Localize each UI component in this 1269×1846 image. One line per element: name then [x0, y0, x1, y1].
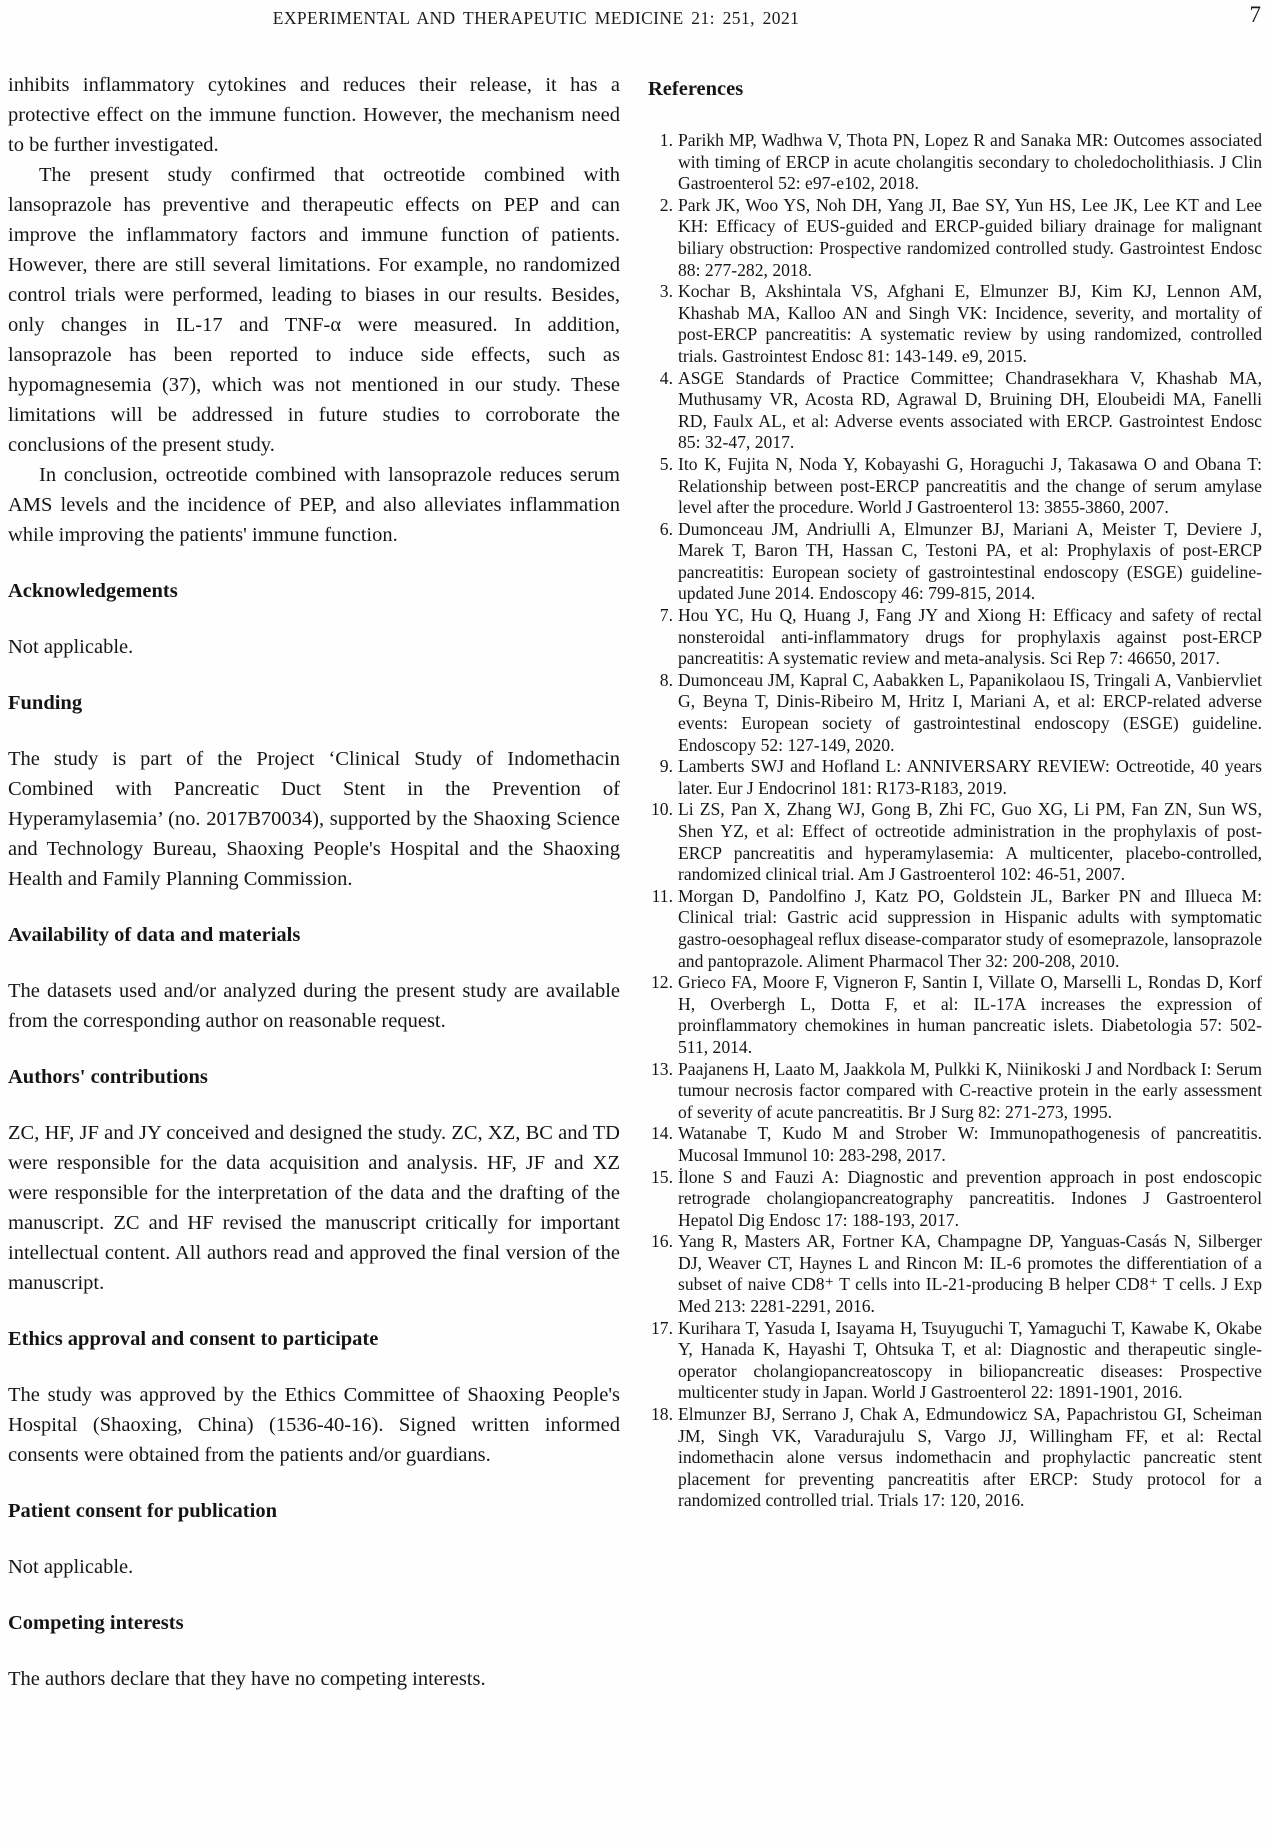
reference-number: 18.	[651, 1404, 673, 1425]
reference-item	[648, 368, 1262, 454]
reference-text: İlone S and Fauzi A: Diagnostic and prevention approach in post endoscopic retrograde cholangiopancreatography pancreatitis. Indones J Gastroenterol Hepatol Dig Endosc 17: 188-193, 2017.	[678, 1166, 1262, 1230]
reference-text: Elmunzer BJ, Serrano J, Chak A, Edmundowicz SA, Papachristou GI, Scheiman JM, Singh VK, Varadurajulu S, Vargo JJ, Willingham FF, et al: Rectal indomethacin alone versus indomethacin and prophylactic pancreatic stent placement for preventing pancreatitis after ERCP: Study protocol for a randomized controlled trial. Trials 17: 120, 2016.	[678, 1404, 1262, 1511]
reference-number: 9.	[659, 756, 673, 777]
reference-item	[648, 605, 1262, 670]
reference-item	[648, 670, 1262, 756]
section-heading-patient-consent: Patient consent for publication	[8, 1500, 277, 1522]
section-body: The datasets used and/or analyzed during the present study are available from the corresponding author on reasonable request.	[8, 980, 620, 1032]
reference-text: Park JK, Woo YS, Noh DH, Yang JI, Bae SY, Yun HS, Lee JK, Lee KT and Lee KH: Efficacy of EUS-guided and ERCP-guided biliary drainage for malignant biliary obstruction: Prospective randomized controlled study. Gastrointest Endosc 88: 277-282, 2018.	[678, 194, 1262, 280]
reference-text: Morgan D, Pandolfino J, Katz PO, Goldstein JL, Barker PN and Illueca M: Clinical trial: Gastric acid suppression in Hispanic adults with symptomatic gastro-oesophageal reflux disease-comparator study of esomeprazole, lansoprazole and pantoprazole. Aliment Pharmacol Ther 32: 200-208, 2010.	[678, 885, 1262, 971]
reference-text: Yang R, Masters AR, Fortner KA, Champagne DP, Yanguas-Casás N, Silberger DJ, Weaver CT, Haynes L and Rincon M: IL-6 promotes the differentiation of a subset of naive CD8⁺ T cells into IL-21-producing B helper CD8⁺ T cells. J Exp Med 213: 2281-2291, 2016.	[678, 1231, 1262, 1317]
reference-item	[648, 972, 1262, 1058]
reference-number: 6.	[659, 518, 673, 539]
reference-text: Paajanens H, Laato M, Jaakkola M, Pulkki K, Niinikoski J and Nordback I: Serum tumour necrosis factor compared with C-reactive protein in the early assessment of severity of acute pancreatitis. Br J Surg 82: 271-273, 1995.	[678, 1058, 1262, 1122]
reference-item	[648, 1318, 1262, 1404]
reference-item	[648, 1167, 1262, 1232]
reference-item	[648, 886, 1262, 972]
reference-number: 12.	[651, 972, 673, 993]
reference-text: Parikh MP, Wadhwa V, Thota PN, Lopez R and Sanaka MR: Outcomes associated with timing of ERCP in acute cholangitis secondary to choledocholithiasis. J Clin Gastroenterol 52: e97-e102, 2018.	[678, 130, 1262, 194]
reference-text: ASGE Standards of Practice Committee; Chandrasekhara V, Khashab MA, Muthusamy VR, Acosta RD, Agrawal D, Bruining DH, Eloubeidi MA, Fanelli RD, Faulx AL, et al: Adverse events associated with ERCP. Gastrointest Endosc 85: 32-47, 2017.	[678, 367, 1262, 453]
reference-text: Watanabe T, Kudo M and Strober W: Immunopathogenesis of pancreatitis. Mucosal Immunol 10: 283-298, 2017.	[678, 1123, 1262, 1165]
reference-number: 14.	[651, 1123, 673, 1144]
reference-number: 11.	[651, 885, 673, 906]
section-heading-ethics-approval: Ethics approval and consent to participate	[8, 1328, 379, 1350]
reference-number: 2.	[659, 194, 673, 215]
left-column	[8, 70, 620, 1694]
body-paragraph: inhibits inflammatory cytokines and reduces their release, it has a protective effect on the immune function. However, the mechanism need to be further investigated.	[8, 74, 620, 156]
journal-header: EXPERIMENTAL AND THERAPEUTIC MEDICINE 21: 251, 2021	[272, 8, 800, 28]
body-paragraph: The present study confirmed that octreotide combined with lansoprazole has preventive and therapeutic effects on PEP and can improve the inflammatory factors and immune function of patients. However, there are still several limitations. For example, no randomized control trials were performed, leading to biases in our results. Besides, only changes in IL-17 and TNF-α were measured. In addition, lansoprazole has been reported to induce side effects, such as hypomagnesemia (37), which was not mentioned in our study. These limitations will be addressed in future studies to corroborate the conclusions of the present study.	[8, 164, 620, 456]
section-body: The study is part of the Project ‘Clinical Study of Indomethacin Combined with Pancreatic Duct Stent in the Prevention of Hyperamylasemia’ (no. 2017B70034), supported by the Shaoxing Science and Technology Bureau, Shaoxing People's Hospital and the Shaoxing Health and Family Planning Commission.	[8, 748, 620, 890]
reference-item	[648, 195, 1262, 281]
reference-number: 8.	[659, 669, 673, 690]
section-heading-authors-contributions: Authors' contributions	[8, 1066, 208, 1088]
reference-item	[648, 1231, 1262, 1317]
reference-text: Hou YC, Hu Q, Huang J, Fang JY and Xiong H: Efficacy and safety of rectal nonsteroidal anti-inflammatory drugs for prophylaxis against post-ERCP pancreatitis: A systematic review and meta-analysis. Sci Rep 7: 46650, 2017.	[678, 605, 1262, 669]
reference-item	[648, 1404, 1262, 1512]
reference-item	[648, 756, 1262, 799]
reference-item	[648, 281, 1262, 367]
reference-item	[648, 1123, 1262, 1166]
section-body: The authors declare that they have no competing interests.	[8, 1668, 486, 1690]
reference-number: 7.	[659, 605, 673, 626]
reference-text: Dumonceau JM, Andriulli A, Elmunzer BJ, Mariani A, Meister T, Deviere J, Marek T, Baron TH, Hassan C, Testoni PA, et al: Prophylaxis of post-ERCP pancreatitis: European society of gastrointestinal endoscopy (ESGE) guideline-updated June 2014. Endoscopy 46: 799-815, 2014.	[678, 518, 1262, 604]
reference-number: 4.	[659, 367, 673, 388]
references-heading: References	[648, 78, 744, 100]
reference-text: Kurihara T, Yasuda I, Isayama H, Tsuyuguchi T, Yamaguchi T, Kawabe K, Okabe Y, Hanada K, Hayashi T, Ohtsuka T, et al: Diagnostic and therapeutic single-operator cholangiopancreatoscopy in biliopancreatic diseases: Prospective multicenter study in Japan. World J Gastroenterol 22: 1891-1901, 2016.	[678, 1317, 1262, 1403]
reference-item	[648, 1059, 1262, 1124]
reference-text: Ito K, Fujita N, Noda Y, Kobayashi G, Horaguchi J, Takasawa O and Obana T: Relationship between post-ERCP pancreatitis and the change of serum amylase level after the procedure. World J Gastroenterol 13: 3855-3860, 2007.	[678, 453, 1262, 518]
reference-number: 10.	[651, 799, 673, 820]
section-heading-availability: Availability of data and materials	[8, 924, 301, 946]
reference-item	[648, 799, 1262, 885]
reference-number: 3.	[659, 281, 673, 302]
section-heading-funding: Funding	[8, 692, 83, 714]
section-body: Not applicable.	[8, 1556, 134, 1578]
reference-number: 16.	[651, 1231, 673, 1252]
reference-item	[648, 519, 1262, 605]
reference-number: 1.	[659, 130, 673, 150]
reference-text: Dumonceau JM, Kapral C, Aabakken L, Papanikolaou IS, Tringali A, Vanbiervliet G, Beyna T, Dinis-Ribeiro M, Hritz I, Mariani A, et al: ERCP-related adverse events: European society of gastrointestinal endoscopy (ESGE) guideline. Endoscopy 52: 127-149, 2020.	[678, 669, 1262, 755]
reference-number: 13.	[651, 1058, 673, 1079]
reference-text: Lamberts SWJ and Hofland L: ANNIVERSARY REVIEW: Octreotide, 40 years later. Eur J Endocrinol 181: R173-R183, 2019.	[678, 756, 1262, 798]
reference-item	[648, 454, 1262, 519]
reference-item	[648, 130, 1262, 195]
page-number: 7	[1249, 2, 1261, 27]
section-body: The study was approved by the Ethics Committee of Shaoxing People's Hospital (Shaoxing, China) (1536-40-16). Signed written informed consents were obtained from the patients and/or guardians.	[8, 1384, 620, 1466]
reference-number: 5.	[659, 453, 673, 474]
reference-number: 17.	[651, 1317, 673, 1338]
reference-text: Kochar B, Akshintala VS, Afghani E, Elmunzer BJ, Kim KJ, Lennon AM, Khashab MA, Kalloo AN and Singh VK: Incidence, severity, and mortality of post-ERCP pancreatitis: A systematic review by using randomized, controlled trials. Gastrointest Endosc 81: 143-149. e9, 2015.	[678, 281, 1262, 366]
section-body: Not applicable.	[8, 636, 134, 658]
reference-text: Li ZS, Pan X, Zhang WJ, Gong B, Zhi FC, Guo XG, Li PM, Fan ZN, Sun WS, Shen YZ, et al: Effect of octreotide administration in the prophylaxis of post-ERCP pancreatitis and hyperamylasemia: A multicenter, placebo-controlled, randomized clinical trial. Am J Gastroenterol 102: 46-51, 2007.	[678, 799, 1262, 885]
references-column	[648, 74, 1262, 1512]
section-heading-competing-interests: Competing interests	[8, 1612, 184, 1634]
reference-text: Grieco FA, Moore F, Vigneron F, Santin I, Villate O, Marselli L, Rondas D, Korf H, Overbergh L, Dotta F, et al: IL-17A increases the expression of proinflammatory chemokines in human pancreatic islets. Diabetologia 57: 502-511, 2014.	[678, 972, 1262, 1057]
reference-number: 15.	[651, 1166, 673, 1187]
section-body: ZC, HF, JF and JY conceived and designed the study. ZC, XZ, BC and TD were responsible for the data acquisition and analysis. HF, JF and XZ were responsible for the interpretation of the data and the drafting of the manuscript. ZC and HF revised the manuscript critically for important intellectual content. All authors read and approved the final version of the manuscript.	[8, 1122, 620, 1294]
body-paragraph: In conclusion, octreotide combined with lansoprazole reduces serum AMS levels and the incidence of PEP, and also alleviates inflammation while improving the patients' immune function.	[8, 464, 620, 546]
section-heading-acknowledgements: Acknowledgements	[8, 580, 178, 602]
